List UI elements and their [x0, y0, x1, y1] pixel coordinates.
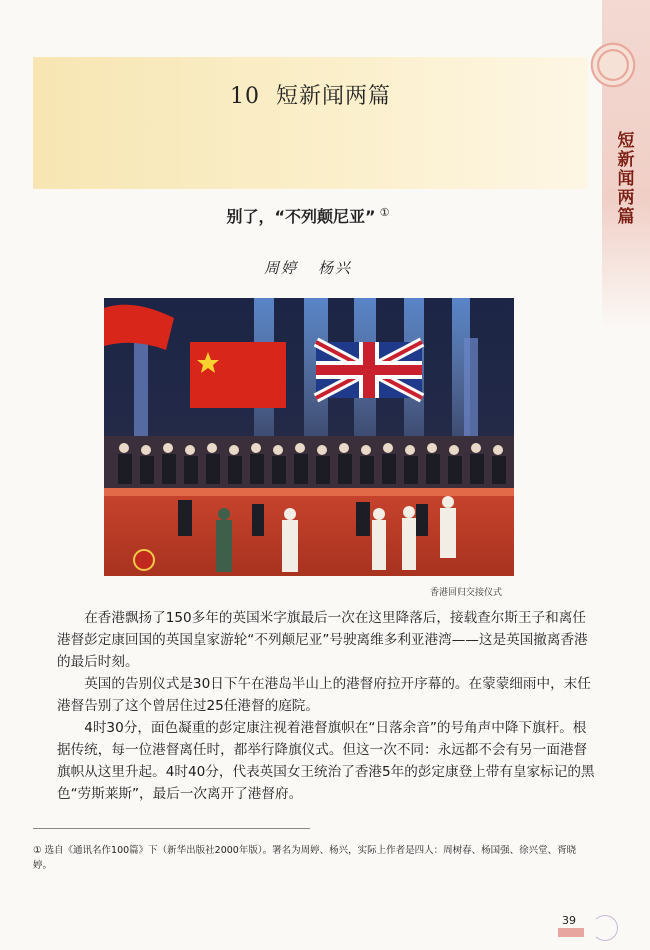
paragraph: 4时30分，面色凝重的彭定康注视着港督旗帜在“日落余音”的号角声中降下旗杆。根据传统，每一位港督离任时，都举行降旗仪式。但这一次不同：永远都不会有另一面港督旗帜从这里升起。4时40分，代表英国女王统治了香港5年的彭定康登上带有皇家标记的黑色“劳斯莱斯”，最后一次离开了港督府。 — [57, 720, 595, 802]
ceremony-photo — [104, 298, 514, 576]
footnote-divider — [33, 828, 310, 829]
decorative-ornament — [588, 40, 638, 90]
chinese-flag — [190, 342, 286, 408]
photo-caption: 香港回归交接仪式 — [430, 588, 503, 598]
paragraph: 英国的告别仪式是30日下午在港岛半山上的港督府拉开序幕的。在蒙蒙细雨中，末任港督告别了这个曾居住过25任港督的庭院。 — [57, 676, 591, 714]
page-number: 39 — [562, 914, 576, 927]
footnote-marker: ① — [379, 205, 390, 219]
article-body — [57, 607, 597, 805]
swirl-icon — [592, 915, 618, 941]
paragraph: 在香港飘扬了150多年的英国米字旗最后一次在这里降落后，接载查尔斯王子和离任港督彭定康回国的英国皇家游轮“不列颠尼亚”号驶离维多利亚港湾——这是英国撤离香港的最后时刻。 — [57, 610, 588, 670]
footnote: ① 选自《通讯名作100篇》下（新华出版社2000年版）。署名为周婷、杨兴，实际上作者是四人：周树春、杨国强、徐兴堂、胥晓婷。 — [33, 845, 577, 871]
lesson-heading — [33, 79, 588, 110]
article-title — [0, 204, 616, 227]
author-name: 周婷 — [263, 259, 298, 277]
lesson-title: 短新闻两篇 — [275, 84, 391, 109]
side-chapter-title: 短新闻两篇 — [617, 131, 635, 227]
ceremony-photo-illustration — [104, 298, 514, 576]
article-title-text: 别了，“不列颠尼亚” — [226, 207, 376, 226]
title-banner — [33, 57, 588, 189]
author-name: 杨兴 — [318, 259, 353, 277]
lesson-number: 10 — [229, 84, 260, 109]
page-tag — [558, 928, 584, 937]
union-flag — [316, 342, 422, 398]
byline — [0, 257, 616, 278]
